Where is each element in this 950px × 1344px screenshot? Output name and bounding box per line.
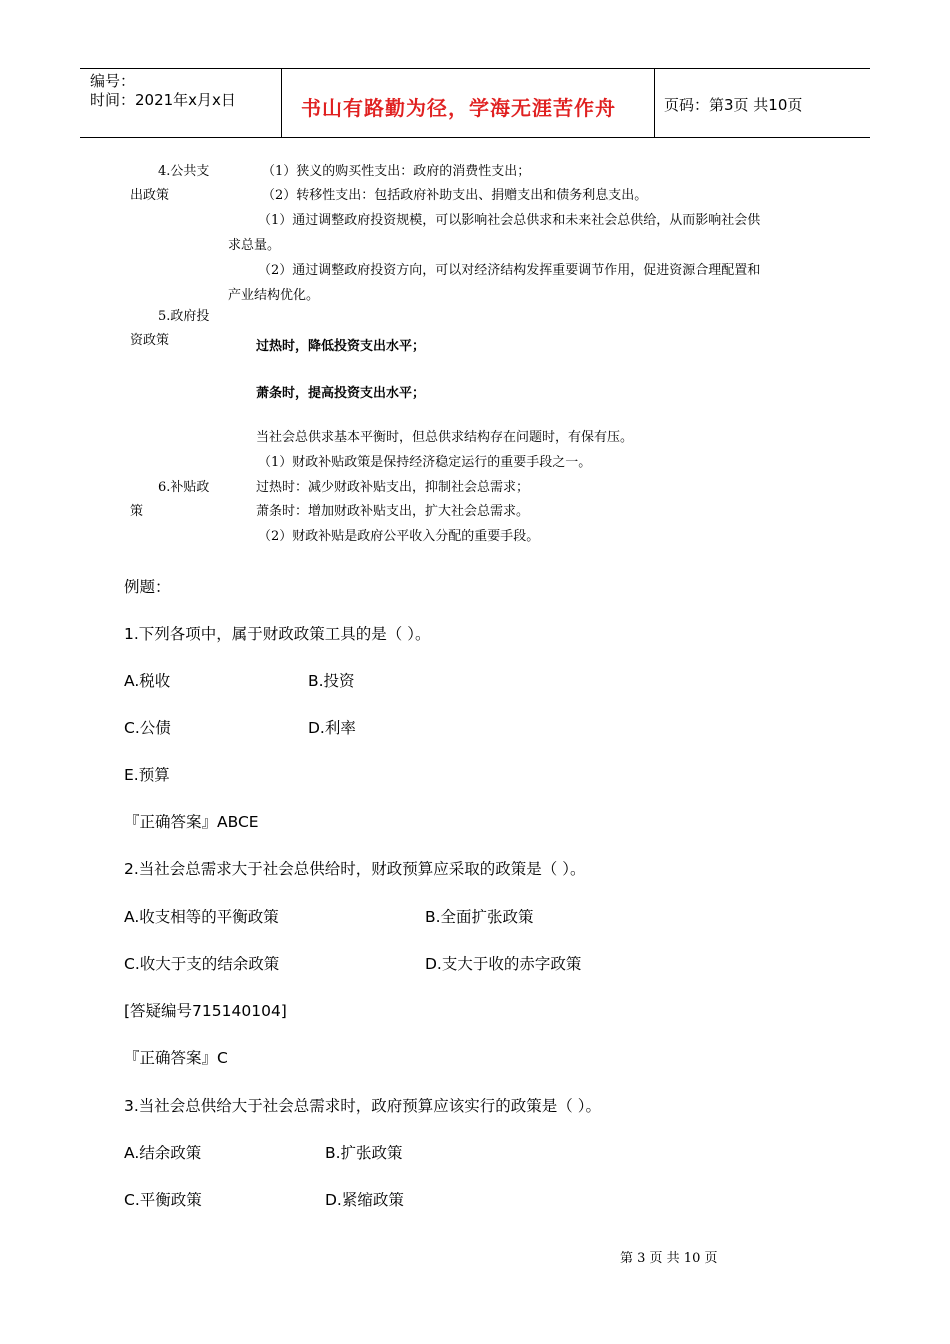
policy-5-para2-cont: 产业结构优化。 bbox=[228, 288, 320, 303]
header-divider bbox=[654, 69, 655, 137]
policy-5-label-cont: 资政策 bbox=[130, 333, 170, 348]
policy-4-line: （2）转移性支出：包括政府补助支出、捐赠支出和债务利息支出。 bbox=[262, 188, 648, 203]
policy-6-line: 过热时：减少财政补贴支出，抑制社会总需求； bbox=[256, 480, 530, 495]
question-2-option-c: C.收大于支的结余政策 bbox=[124, 955, 280, 973]
header-divider bbox=[281, 69, 282, 137]
question-1-option-d: D.利率 bbox=[308, 719, 356, 737]
question-1-answer: 『正确答案』ABCE bbox=[124, 813, 259, 831]
question-1-option-e: E.预算 bbox=[124, 766, 170, 784]
question-1-option-c: C.公债 bbox=[124, 719, 171, 737]
question-2-stem: 2.当社会总需求大于社会总供给时，财政预算应采取的政策是（ ）。 bbox=[124, 860, 586, 878]
question-1-option-b: B.投资 bbox=[308, 672, 355, 690]
question-3-option-a: A.结余政策 bbox=[124, 1144, 202, 1162]
policy-5-recession: 萧条时，提高投资支出水平； bbox=[256, 386, 426, 401]
policy-5-label: 5.政府投 bbox=[158, 309, 210, 324]
policy-5-overheat: 过热时，降低投资支出水平； bbox=[256, 339, 426, 354]
policy-6-label: 6.补贴政 bbox=[158, 480, 210, 495]
policy-5-balance: 当社会总供求基本平衡时，但总供求结构存在问题时，有保有压。 bbox=[256, 430, 634, 445]
question-3-option-d: D.紧缩政策 bbox=[325, 1191, 404, 1209]
question-2-answer: 『正确答案』C bbox=[124, 1049, 228, 1067]
header-date-label: 时间：2021年x月x日 bbox=[90, 91, 236, 109]
policy-6-line: （2）财政补贴是政府公平收入分配的重要手段。 bbox=[258, 529, 540, 544]
examples-heading: 例题： bbox=[124, 578, 171, 596]
policy-4-line: （1）狭义的购买性支出：政府的消费性支出； bbox=[262, 164, 531, 179]
policy-5-para1-cont: 求总量。 bbox=[228, 238, 281, 253]
question-3-stem: 3.当社会总供给大于社会总需求时，政府预算应该实行的政策是（ ）。 bbox=[124, 1097, 601, 1115]
question-1-option-a: A.税收 bbox=[124, 672, 171, 690]
policy-4-label: 4.公共支 bbox=[158, 164, 210, 179]
question-2-option-d: D.支大于收的赤字政策 bbox=[425, 955, 582, 973]
question-3-option-c: C.平衡政策 bbox=[124, 1191, 202, 1209]
policy-6-label-cont: 策 bbox=[130, 504, 144, 519]
policy-4-label-cont: 出政策 bbox=[130, 188, 170, 203]
policy-6-line: （1）财政补贴政策是保持经济稳定运行的重要手段之一。 bbox=[258, 455, 592, 470]
question-2-option-b: B.全面扩张政策 bbox=[425, 908, 534, 926]
question-3-option-b: B.扩张政策 bbox=[325, 1144, 403, 1162]
policy-5-para1: （1）通过调整政府投资规模，可以影响社会总供求和未来社会总供给，从而影响社会供 bbox=[258, 213, 761, 228]
policy-6-line: 萧条时：增加财政补贴支出，扩大社会总需求。 bbox=[256, 504, 530, 519]
question-2-reference: [答疑编号715140104] bbox=[124, 1002, 287, 1020]
question-2-option-a: A.收支相等的平衡政策 bbox=[124, 908, 279, 926]
header-page-label: 页码：第3页 共10页 bbox=[664, 96, 803, 114]
header-number-label: 编号： bbox=[90, 72, 136, 90]
question-1-stem: 1.下列各项中，属于财政政策工具的是（ ）。 bbox=[124, 625, 431, 643]
policy-5-para2: （2）通过调整政府投资方向，可以对经济结构发挥重要调节作用，促进资源合理配置和 bbox=[258, 263, 761, 278]
page-footer: 第 3 页 共 10 页 bbox=[620, 1251, 718, 1266]
header-motto: 书山有路勤为径，学海无涯苦作舟 bbox=[301, 96, 616, 120]
